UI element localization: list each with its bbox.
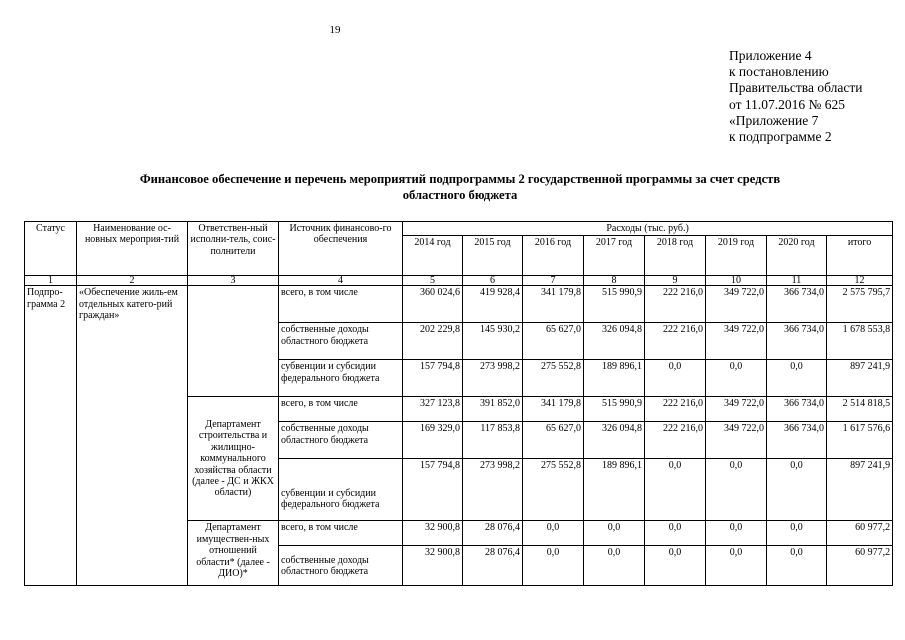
status-cell: Подпро-грамма 2 xyxy=(25,286,77,586)
value-cell: 0,0 xyxy=(767,459,827,521)
value-cell: 366 734,0 xyxy=(767,397,827,422)
source-cell: собственные доходы областного бюджета xyxy=(279,323,403,360)
value-cell: 28 076,4 xyxy=(463,521,523,546)
total-cell: 2 514 818,5 xyxy=(827,397,893,422)
total-cell: 1 678 553,8 xyxy=(827,323,893,360)
title-line-1: Финансовое обеспечение и перечень мероприятий подпрограммы 2 государственной программы за счет средств xyxy=(139,172,781,186)
appendix-line: от 11.07.2016 № 625 xyxy=(729,96,845,112)
column-number: 7 xyxy=(523,276,584,286)
value-cell: 0,0 xyxy=(706,459,767,521)
value-cell: 0,0 xyxy=(523,546,584,586)
title-line-2: областного бюджета xyxy=(402,187,518,202)
header-year: 2016 год xyxy=(523,236,584,276)
value-cell: 0,0 xyxy=(523,521,584,546)
value-cell: 275 552,8 xyxy=(523,360,584,397)
appendix-line: Правительства области xyxy=(729,80,863,96)
column-number: 5 xyxy=(403,276,463,286)
value-cell: 117 853,8 xyxy=(463,422,523,459)
value-cell: 157 794,8 xyxy=(403,360,463,397)
value-cell: 419 928,4 xyxy=(463,286,523,323)
column-number: 12 xyxy=(827,276,893,286)
value-cell: 0,0 xyxy=(584,521,645,546)
total-cell: 1 617 576,6 xyxy=(827,422,893,459)
source-cell: собственные доходы областного бюджета xyxy=(279,546,403,586)
value-cell: 0,0 xyxy=(767,521,827,546)
value-cell: 360 024,6 xyxy=(403,286,463,323)
appendix-line: «Приложение 7 xyxy=(729,112,819,128)
value-cell: 0,0 xyxy=(645,459,706,521)
total-cell: 60 977,2 xyxy=(827,521,893,546)
header-year: 2015 год xyxy=(463,236,523,276)
source-cell: собственные доходы областного бюджета xyxy=(279,422,403,459)
value-cell: 202 229,8 xyxy=(403,323,463,360)
header-measure: Наименование ос-новных мероприя-тий xyxy=(77,222,188,276)
header-status: Статус xyxy=(25,222,77,276)
value-cell: 189 896,1 xyxy=(584,360,645,397)
value-cell: 189 896,1 xyxy=(584,459,645,521)
executor-cell: Департамент имуществен-ных отношений области* (далее - ДИО)* xyxy=(188,521,279,586)
header-year: 2019 год xyxy=(706,236,767,276)
value-cell: 326 094,8 xyxy=(584,422,645,459)
value-cell: 157 794,8 xyxy=(403,459,463,521)
value-cell: 349 722,0 xyxy=(706,422,767,459)
appendix-note xyxy=(729,48,862,145)
value-cell: 65 627,0 xyxy=(523,323,584,360)
value-cell: 515 990,9 xyxy=(584,397,645,422)
appendix-line: Приложение 4 xyxy=(729,48,812,63)
value-cell: 0,0 xyxy=(767,546,827,586)
column-number: 6 xyxy=(463,276,523,286)
source-cell: всего, в том числе xyxy=(279,286,403,323)
value-cell: 0,0 xyxy=(706,546,767,586)
value-cell: 275 552,8 xyxy=(523,459,584,521)
expenses-table xyxy=(24,221,893,586)
source-cell: всего, в том числе xyxy=(279,397,403,422)
value-cell: 169 329,0 xyxy=(403,422,463,459)
value-cell: 366 734,0 xyxy=(767,323,827,360)
total-cell: 60 977,2 xyxy=(827,546,893,586)
value-cell: 391 852,0 xyxy=(463,397,523,422)
executor-cell xyxy=(188,286,279,397)
total-cell: 2 575 795,7 xyxy=(827,286,893,323)
value-cell: 515 990,9 xyxy=(584,286,645,323)
value-cell: 349 722,0 xyxy=(706,397,767,422)
value-cell: 28 076,4 xyxy=(463,546,523,586)
total-cell: 897 241,9 xyxy=(827,459,893,521)
page-number: 19 xyxy=(329,24,341,36)
total-cell: 897 241,9 xyxy=(827,360,893,397)
value-cell: 65 627,0 xyxy=(523,422,584,459)
source-cell: субвенции и субсидии федерального бюджета xyxy=(279,459,403,521)
value-cell: 0,0 xyxy=(584,546,645,586)
value-cell: 0,0 xyxy=(706,521,767,546)
header-year: 2020 год xyxy=(767,236,827,276)
value-cell: 341 179,8 xyxy=(523,397,584,422)
header-source: Источник финансово-го обеспечения xyxy=(279,222,403,276)
header-expenses: Расходы (тыс. руб.) xyxy=(403,222,893,236)
value-cell: 222 216,0 xyxy=(645,323,706,360)
value-cell: 327 123,8 xyxy=(403,397,463,422)
column-number: 11 xyxy=(767,276,827,286)
executor-cell: Департамент строительства и жилищно-коммунального хозяйства области (далее - ДС и ЖКХ области) xyxy=(188,397,279,521)
value-cell: 366 734,0 xyxy=(767,422,827,459)
header-total: итого xyxy=(827,236,893,276)
header-year: 2014 год xyxy=(403,236,463,276)
value-cell: 145 930,2 xyxy=(463,323,523,360)
appendix-line: к подпрограмме 2 xyxy=(729,129,832,145)
header-executor: Ответствен-ный исполни-тель, соис-полнители xyxy=(188,222,279,276)
value-cell: 326 094,8 xyxy=(584,323,645,360)
table-row xyxy=(25,286,893,323)
document-title xyxy=(40,172,880,203)
value-cell: 0,0 xyxy=(706,360,767,397)
value-cell: 222 216,0 xyxy=(645,286,706,323)
value-cell: 273 998,2 xyxy=(463,459,523,521)
source-cell: субвенции и субсидии федерального бюджета xyxy=(279,360,403,397)
header-year: 2017 год xyxy=(584,236,645,276)
value-cell: 32 900,8 xyxy=(403,521,463,546)
column-number: 3 xyxy=(188,276,279,286)
value-cell: 341 179,8 xyxy=(523,286,584,323)
value-cell: 349 722,0 xyxy=(706,286,767,323)
value-cell: 0,0 xyxy=(645,360,706,397)
value-cell: 349 722,0 xyxy=(706,323,767,360)
value-cell: 0,0 xyxy=(645,521,706,546)
header-year: 2018 год xyxy=(645,236,706,276)
value-cell: 32 900,8 xyxy=(403,546,463,586)
column-number: 10 xyxy=(706,276,767,286)
value-cell: 222 216,0 xyxy=(645,397,706,422)
column-number: 8 xyxy=(584,276,645,286)
value-cell: 273 998,2 xyxy=(463,360,523,397)
appendix-line: к постановлению xyxy=(729,64,829,80)
column-number: 2 xyxy=(77,276,188,286)
column-number: 9 xyxy=(645,276,706,286)
value-cell: 0,0 xyxy=(645,546,706,586)
value-cell: 222 216,0 xyxy=(645,422,706,459)
value-cell: 0,0 xyxy=(767,360,827,397)
column-number: 1 xyxy=(25,276,77,286)
value-cell: 366 734,0 xyxy=(767,286,827,323)
measure-cell: «Обеспечение жиль-ем отдельных катего-рий граждан» xyxy=(77,286,188,586)
column-number: 4 xyxy=(279,276,403,286)
source-cell: всего, в том числе xyxy=(279,521,403,546)
